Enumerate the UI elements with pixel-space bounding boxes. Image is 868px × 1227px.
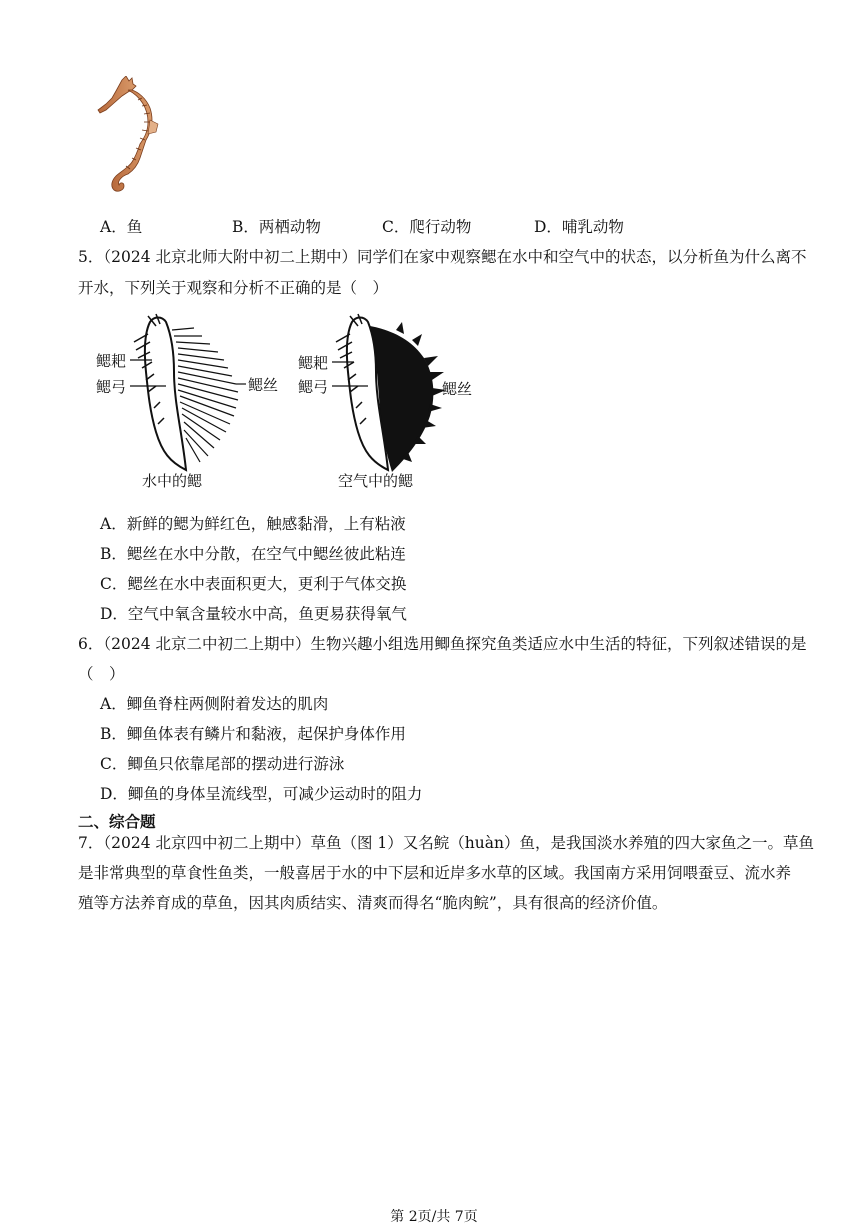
q5-stem-line1: 5．（2024 北京北师大附中初二上期中）同学们在家中观察鳃在水中和空气中的状态，以分析鱼为什么离不	[78, 248, 807, 266]
gill-in-water-drawing	[90, 312, 290, 492]
q5-option-d: D．空气中氧含量较水中高，鱼更易获得氧气	[100, 605, 407, 623]
q5-option-a: A．新鲜的鳃为鲜红色，触感黏滑，上有粘液	[100, 515, 406, 533]
q5-stem-line2: 开水，下列关于观察和分析不正确的是（ ）	[78, 279, 389, 297]
q5-option-b: B．鳃丝在水中分散，在空气中鳃丝彼此粘连	[100, 545, 406, 563]
q6-stem-line2: （ ）	[78, 665, 125, 683]
q5-option-c: C．鳃丝在水中表面积更大，更利于气体交换	[100, 575, 407, 593]
gill-figure-air	[292, 312, 492, 492]
gill-arch-label: 鳃弓	[298, 378, 329, 396]
q7-line2: 是非常典型的草食性鱼类，一般喜居于水的中下层和近岸多水草的区域。我国南方采用饲喂蚕豆、流水养	[78, 864, 792, 882]
section-heading: 二、综合题	[78, 812, 156, 831]
q7-line3: 殖等方法养育成的草鱼，因其肉质结实、清爽而得名“脆肉鲩”，具有很高的经济价值。	[78, 894, 668, 912]
q6-option-c: C．鲫鱼只依靠尾部的摆动进行游泳	[100, 755, 345, 773]
seahorse-image	[92, 76, 162, 198]
q4-option-d: D．哺乳动物	[534, 218, 624, 236]
gill-figure-water	[90, 312, 290, 492]
gill-water-caption: 水中的鳃	[142, 472, 203, 490]
gill-rake-label: 鳃耙	[96, 352, 127, 370]
gill-arch-label: 鳃弓	[96, 378, 127, 396]
q6-option-d: D．鲫鱼的身体呈流线型，可减少运动时的阻力	[100, 785, 423, 803]
gill-air-caption: 空气中的鳃	[338, 472, 414, 490]
gill-rake-label: 鳃耙	[298, 354, 329, 372]
gill-filament-label: 鳃丝	[248, 376, 279, 394]
q7-line1: 7．（2024 北京四中初二上期中）草鱼（图 1）又名鲩（huàn）鱼，是我国淡水养殖的四大家鱼之一。草鱼	[78, 834, 814, 852]
q6-option-a: A．鲫鱼脊柱两侧附着发达的肌肉	[100, 695, 329, 713]
q6-option-b: B．鲫鱼体表有鳞片和黏液，起保护身体作用	[100, 725, 406, 743]
q4-option-a: A．鱼	[100, 218, 143, 236]
gill-in-air-drawing	[292, 312, 492, 492]
q4-option-c: C．爬行动物	[382, 218, 472, 236]
page-number: 第 2页/共 7页	[390, 1209, 478, 1225]
q4-option-b: B．两栖动物	[232, 218, 321, 236]
q6-stem-line1: 6．（2024 北京二中初二上期中）生物兴趣小组选用鲫鱼探究鱼类适应水中生活的特征，下列叙述错误的是	[78, 635, 807, 653]
gill-filament-label: 鳃丝	[442, 380, 473, 398]
